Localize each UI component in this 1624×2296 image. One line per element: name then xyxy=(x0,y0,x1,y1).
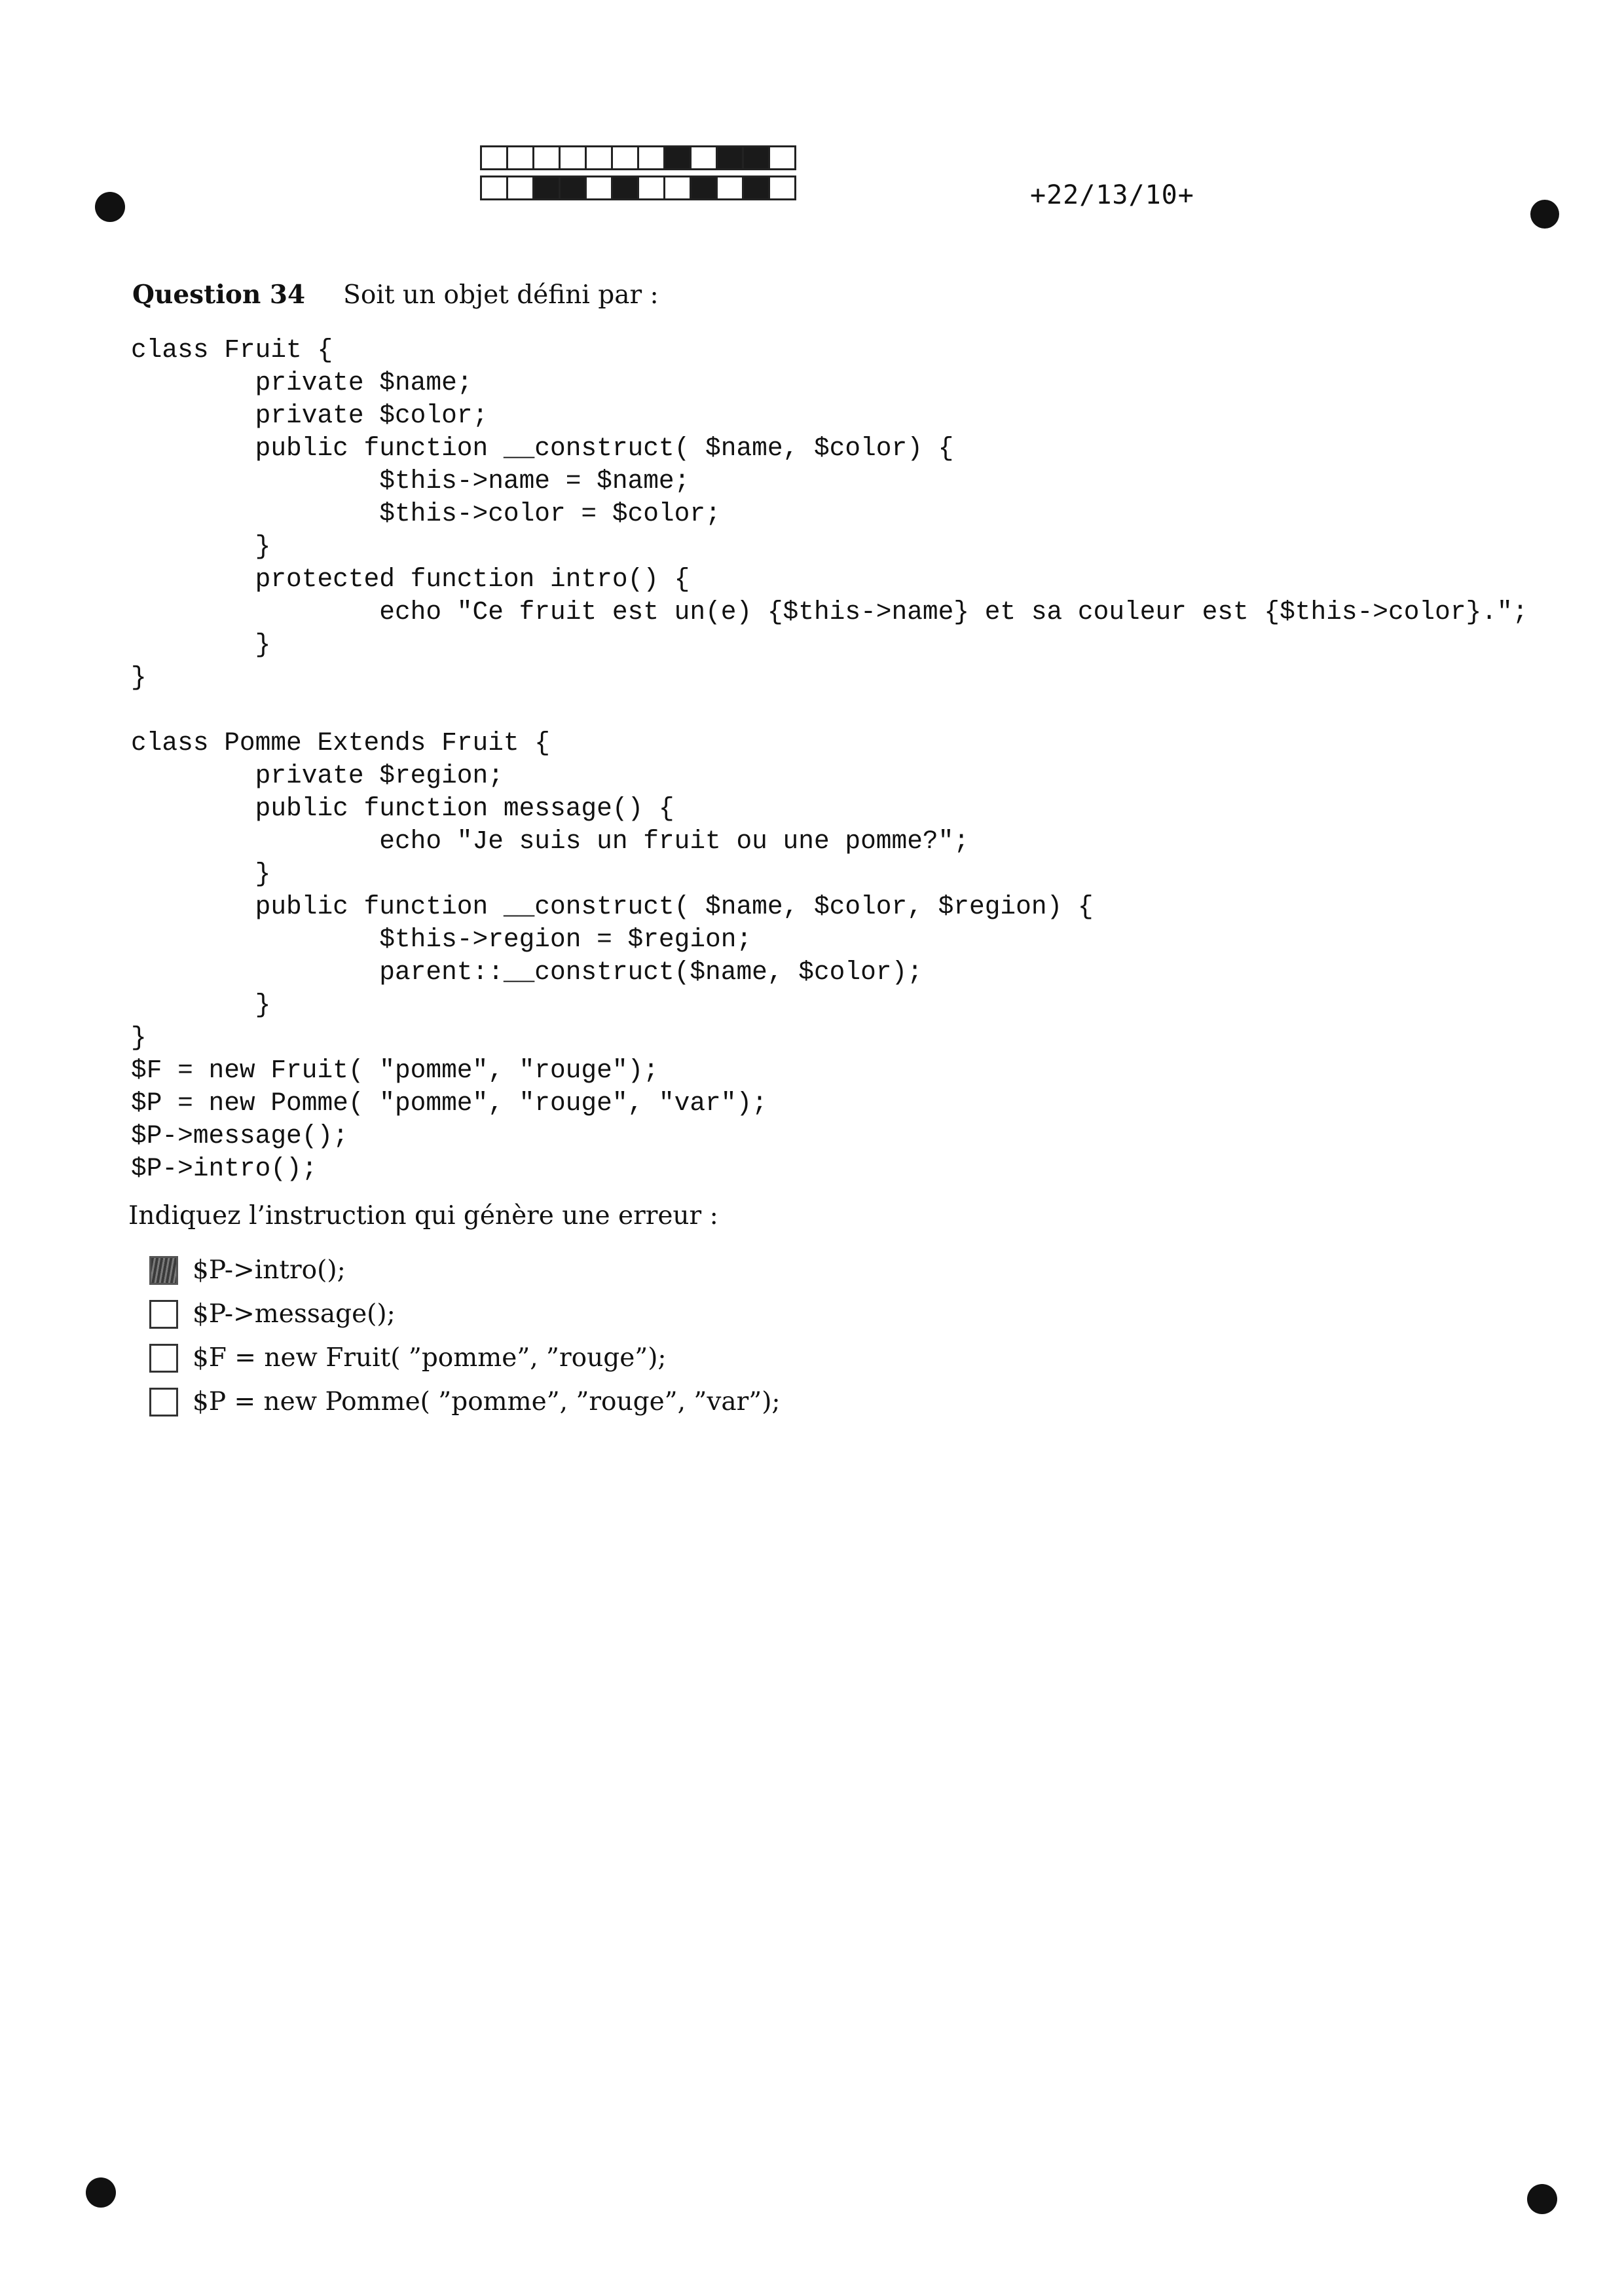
question-header xyxy=(132,280,659,310)
barcode-cell xyxy=(532,176,561,200)
code-block: class Fruit { private $name; private $color; public function __construct( $name, $color) { $this->name = $name; $this->color = $color; } protected function intro() { echo "Ce fruit est un(e) {$this->name} et sa couleur est {$this->color}."; } } class Pomme Extends Fruit { private $region; public function message() { echo "Je suis un fruit ou une pomme?"; } public function __construct( $name, $color, $region) { $this->region = $region; parent::__construct($name, $color); } } $F = new Fruit( "pomme", "rouge"); $P = new Pomme( "pomme", "rouge", "var"); $P->message(); $P->intro(); xyxy=(131,335,1528,1183)
barcode-cell xyxy=(637,176,665,200)
barcode-cell xyxy=(742,176,770,200)
registration-mark-top-right xyxy=(1530,200,1559,229)
barcode-cell xyxy=(480,145,508,170)
barcode-cell xyxy=(506,145,534,170)
barcode-cell xyxy=(611,176,639,200)
answer-option-2[interactable] xyxy=(149,1292,781,1336)
question-intro: Soit un objet défini par : xyxy=(343,280,659,310)
answer-label-1: $P->intro(); xyxy=(193,1255,346,1285)
barcode-cell xyxy=(742,145,770,170)
barcode-cell xyxy=(585,145,613,170)
barcode-row xyxy=(480,176,794,200)
registration-mark-bottom-right xyxy=(1527,2184,1557,2214)
barcode-cell xyxy=(532,145,561,170)
barcode-cell xyxy=(559,145,587,170)
page-id: +22/13/10+ xyxy=(1030,180,1194,210)
barcode xyxy=(480,145,794,206)
answer-label-4: $P = new Pomme( ”pomme”, ”rouge”, ”var”); xyxy=(193,1387,781,1416)
answer-checkbox-2[interactable] xyxy=(149,1300,178,1329)
registration-mark-bottom-left xyxy=(86,2177,116,2208)
question-prompt: Indiquez l’instruction qui génère une erreur : xyxy=(128,1201,718,1231)
answer-checkbox-1[interactable] xyxy=(149,1256,178,1285)
registration-mark-top-left xyxy=(95,192,125,222)
barcode-cell xyxy=(637,145,665,170)
barcode-cell xyxy=(690,145,718,170)
answer-option-4[interactable] xyxy=(149,1380,781,1424)
answer-checkbox-4[interactable] xyxy=(149,1388,178,1416)
answer-option-1[interactable] xyxy=(149,1248,781,1292)
question-number: Question 34 xyxy=(132,280,306,310)
barcode-cell xyxy=(716,145,744,170)
barcode-cell xyxy=(506,176,534,200)
barcode-cell xyxy=(663,176,692,200)
barcode-cell xyxy=(585,176,613,200)
answer-options xyxy=(149,1248,781,1424)
answer-label-3: $F = new Fruit( ”pomme”, ”rouge”); xyxy=(193,1343,667,1373)
answer-label-2: $P->message(); xyxy=(193,1299,396,1329)
barcode-cell xyxy=(768,176,796,200)
barcode-cell xyxy=(480,176,508,200)
barcode-cell xyxy=(611,145,639,170)
barcode-row xyxy=(480,145,794,170)
barcode-cell xyxy=(690,176,718,200)
answer-option-3[interactable] xyxy=(149,1336,781,1380)
barcode-cell xyxy=(663,145,692,170)
barcode-cell xyxy=(768,145,796,170)
barcode-cell xyxy=(559,176,587,200)
answer-checkbox-3[interactable] xyxy=(149,1344,178,1373)
barcode-cell xyxy=(716,176,744,200)
